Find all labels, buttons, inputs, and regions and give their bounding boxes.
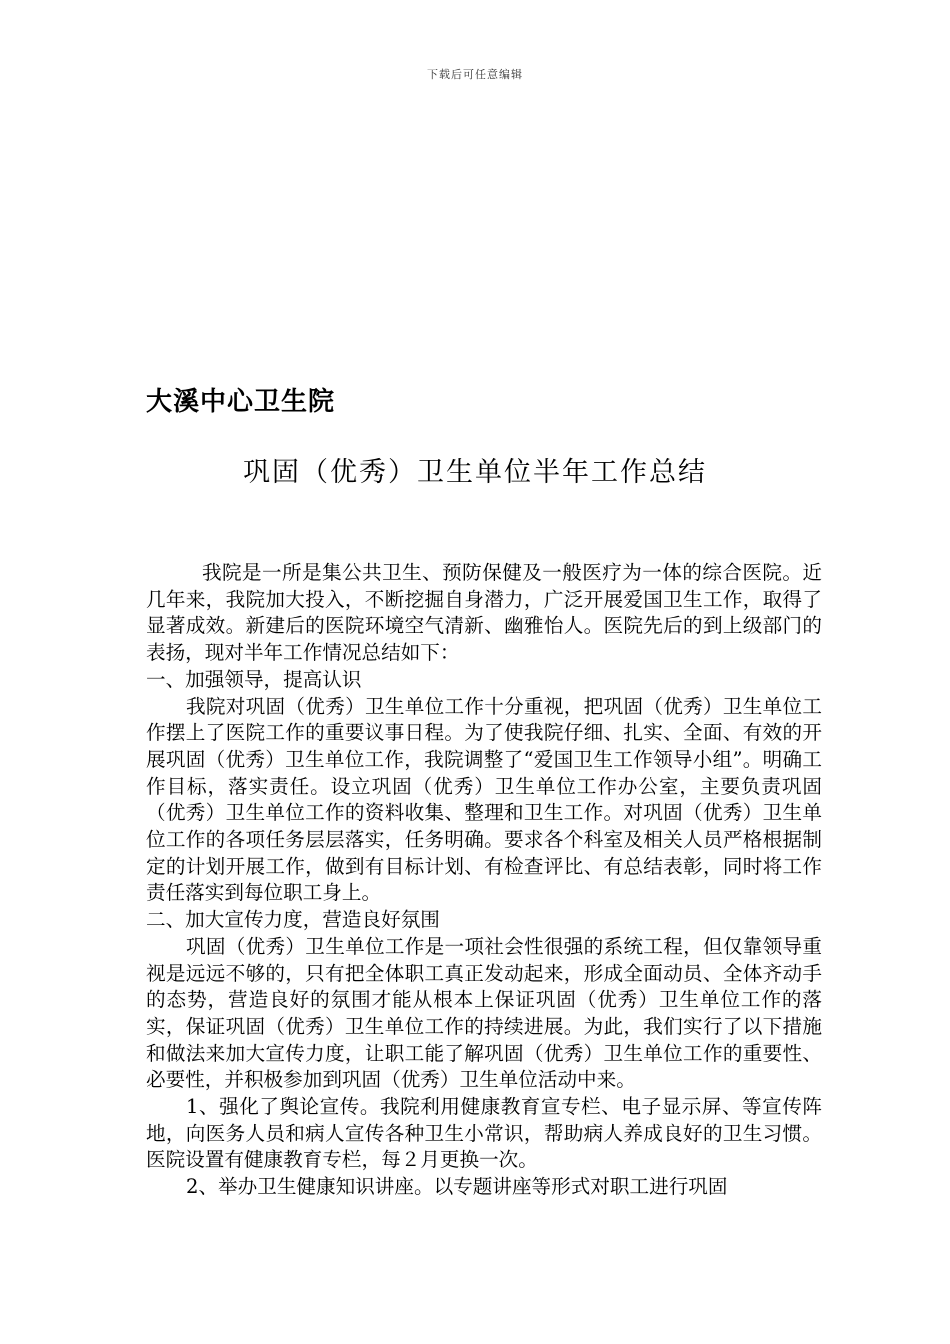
measure-item-1: 1、强化了舆论宣传。我院利用健康教育宣专栏、电子显示屏、等宣传阵地，向医务人员和病人宣传各种卫生小常识，帮助病人养成良好的卫生习惯。医院设置有健康教育专栏，每２月更换一次。 [146,1095,822,1172]
section-2-paragraph: 巩固（优秀）卫生单位工作是一项社会性很强的系统工程，但仅靠领导重视是远远不够的，只有把全体职工真正发动起来，形成全面动员、全体齐动手的态势，营造良好的氛围才能从根本上保证巩固（优秀）卫生单位工作的落实，保证巩固（优秀）卫生单位工作的持续进展。为此，我们实行了以下措施和做法来加大宣传力度，让职工能了解巩固（优秀）卫生单位工作的重要性、必要性，并积极参加到巩固（优秀）卫生单位活动中来。 [146,934,822,1092]
organization-name: 大溪中心卫生院 [146,387,336,417]
section-1-paragraph: 我院对巩固（优秀）卫生单位工作十分重视，把巩固（优秀）卫生单位工作摆上了医院工作的重要议事日程。为了使我院仔细、扎实、全面、有效的开展巩固（优秀）卫生单位工作，我院调整了“爱国卫生工作领导小组”。明确工作目标，落实责任。设立巩固（优秀）卫生单位工作办公室，主要负责巩固（优秀）卫生单位工作的资料收集、整理和卫生工作。对巩固（优秀）卫生单位工作的各项任务层层落实，任务明确。要求各个科室及相关人员严格根据制定的计划开展工作，做到有目标计划、有检查评比、有总结表彰，同时将工作责任落实到每位职工身上。 [146,694,822,905]
section-heading-1: 一、加强领导，提高认识 [146,667,362,691]
intro-paragraph: 我院是一所是集公共卫生、预防保健及一般医疗为一体的综合医院。近几年来，我院加大投入，不断挖掘自身潜力，广泛开展爱国卫生工作，取得了显著成效。新建后的医院环境空气清新、幽雅怡人。医院先后的到上级部门的表扬，现对半年工作情况总结如下： [146,561,822,665]
section-heading-2: 二、加大宣传力度，营造良好氛围 [146,908,440,932]
document-title: 巩固（优秀）卫生单位半年工作总结 [243,457,707,488]
header-note: 下载后可任意编辑 [427,68,523,81]
measure-item-2: 2、举办卫生健康知识讲座。以专题讲座等形式对职工进行巩固 [186,1175,728,1199]
document-body [146,560,822,1201]
